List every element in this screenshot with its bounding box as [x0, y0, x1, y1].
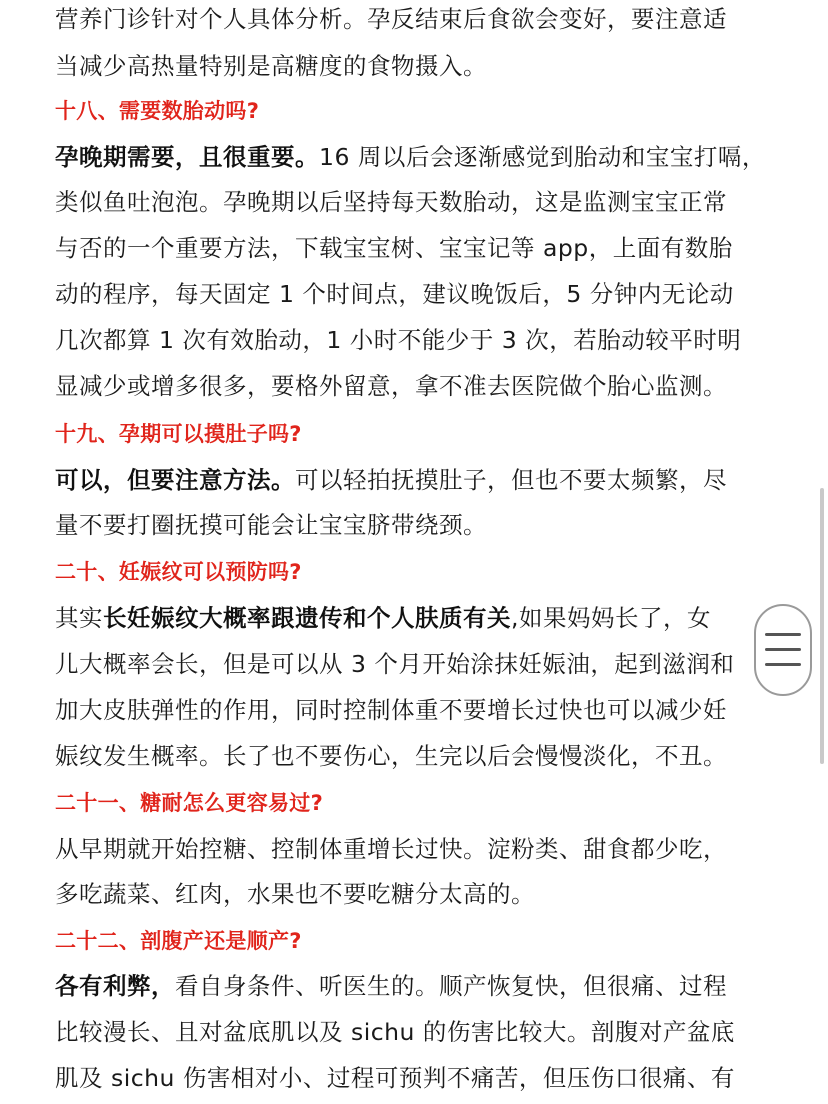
text-segment: 几次都算 1 次有效胎动，1 小时不能少于 3 次，若胎动较平时明	[55, 326, 742, 354]
text-segment: 从早期就开始控糖、控制体重增长过快。淀粉类、甜食都少吃，	[55, 835, 727, 863]
paragraph-line	[55, 233, 733, 263]
paragraph-line	[55, 834, 727, 864]
paragraph-line	[55, 1063, 735, 1093]
paragraph-line	[55, 879, 535, 909]
paragraph-line	[55, 465, 727, 495]
paragraph-line	[55, 971, 727, 1001]
text-segment: 可以轻拍抚摸肚子，但也不要太频繁，尽	[295, 466, 727, 494]
section-heading: 二十一、糖耐怎么更容易过?	[55, 791, 324, 815]
paragraph-line	[55, 51, 487, 81]
text-segment: 比较漫长、且对盆底肌以及 sichu 的伤害比较大。剖腹对产盆底	[55, 1018, 735, 1046]
text-segment: 与否的一个重要方法，下载宝宝树、宝宝记等 app，上面有数胎	[55, 234, 733, 262]
scrollbar-track[interactable]	[820, 488, 824, 764]
text-segment: 当减少高热量特别是高糖度的食物摄入。	[55, 52, 487, 80]
text-segment: 16 周以后会逐渐感觉到胎动和宝宝打嗝，	[319, 143, 766, 171]
text-segment: 显减少或增多很多，要格外留意，拿不准去医院做个胎心监测。	[55, 372, 727, 400]
text-segment: 多吃蔬菜、红肉，水果也不要吃糖分太高的。	[55, 880, 535, 908]
paragraph-line	[55, 325, 741, 355]
paragraph-line	[55, 741, 727, 771]
paragraph-line	[55, 695, 727, 725]
text-segment: 营养门诊针对个人具体分析。孕反结束后食欲会变好，要注意适	[55, 5, 727, 33]
paragraph-line	[55, 279, 734, 309]
paragraph-line	[55, 371, 727, 401]
paragraph-line	[55, 187, 727, 217]
section-heading: 十九、孕期可以摸肚子吗?	[55, 422, 302, 446]
text-segment: 其实	[55, 604, 103, 632]
section-heading: 十八、需要数胎动吗?	[55, 99, 260, 123]
text-segment: 类似鱼吐泡泡。孕晚期以后坚持每天数胎动，这是监测宝宝正常	[55, 188, 727, 216]
paragraph-line	[55, 1017, 735, 1047]
scroll-handle-menu-icon[interactable]	[754, 604, 812, 696]
paragraph-line	[55, 649, 734, 679]
text-segment: 加大皮肤弹性的作用，同时控制体重不要增长过快也可以减少妊	[55, 696, 727, 724]
paragraph-line	[55, 510, 487, 540]
text-segment: 看自身条件、听医生的。顺产恢复快，但很痛、过程	[175, 972, 727, 1000]
text-segment: 儿大概率会长，但是可以从 3 个月开始涂抹妊娠油，起到滋润和	[55, 650, 735, 678]
text-segment: 肌及 sichu 伤害相对小、过程可预判不痛苦，但压伤口很痛、有	[55, 1064, 735, 1092]
paragraph-line	[55, 4, 727, 34]
bold-text: 可以，但要注意方法。	[55, 466, 295, 494]
section-heading: 二十、妊娠纹可以预防吗?	[55, 560, 302, 584]
bold-text: 孕晚期需要，且很重要。	[55, 143, 319, 171]
bold-text: 各有利弊，	[55, 972, 175, 1000]
paragraph-line	[55, 603, 711, 633]
bold-text: 长妊娠纹大概率跟遗传和个人肤质有关	[103, 604, 511, 632]
text-segment: ,如果妈妈长了，女	[511, 604, 711, 632]
paragraph-line	[55, 142, 766, 172]
text-segment: 量不要打圈抚摸可能会让宝宝脐带绕颈。	[55, 511, 487, 539]
section-heading: 二十二、剖腹产还是顺产?	[55, 929, 302, 953]
text-segment: 娠纹发生概率。长了也不要伤心，生完以后会慢慢淡化，不丑。	[55, 742, 727, 770]
text-segment: 动的程序，每天固定 1 个时间点，建议晚饭后，5 分钟内无论动	[55, 280, 734, 308]
